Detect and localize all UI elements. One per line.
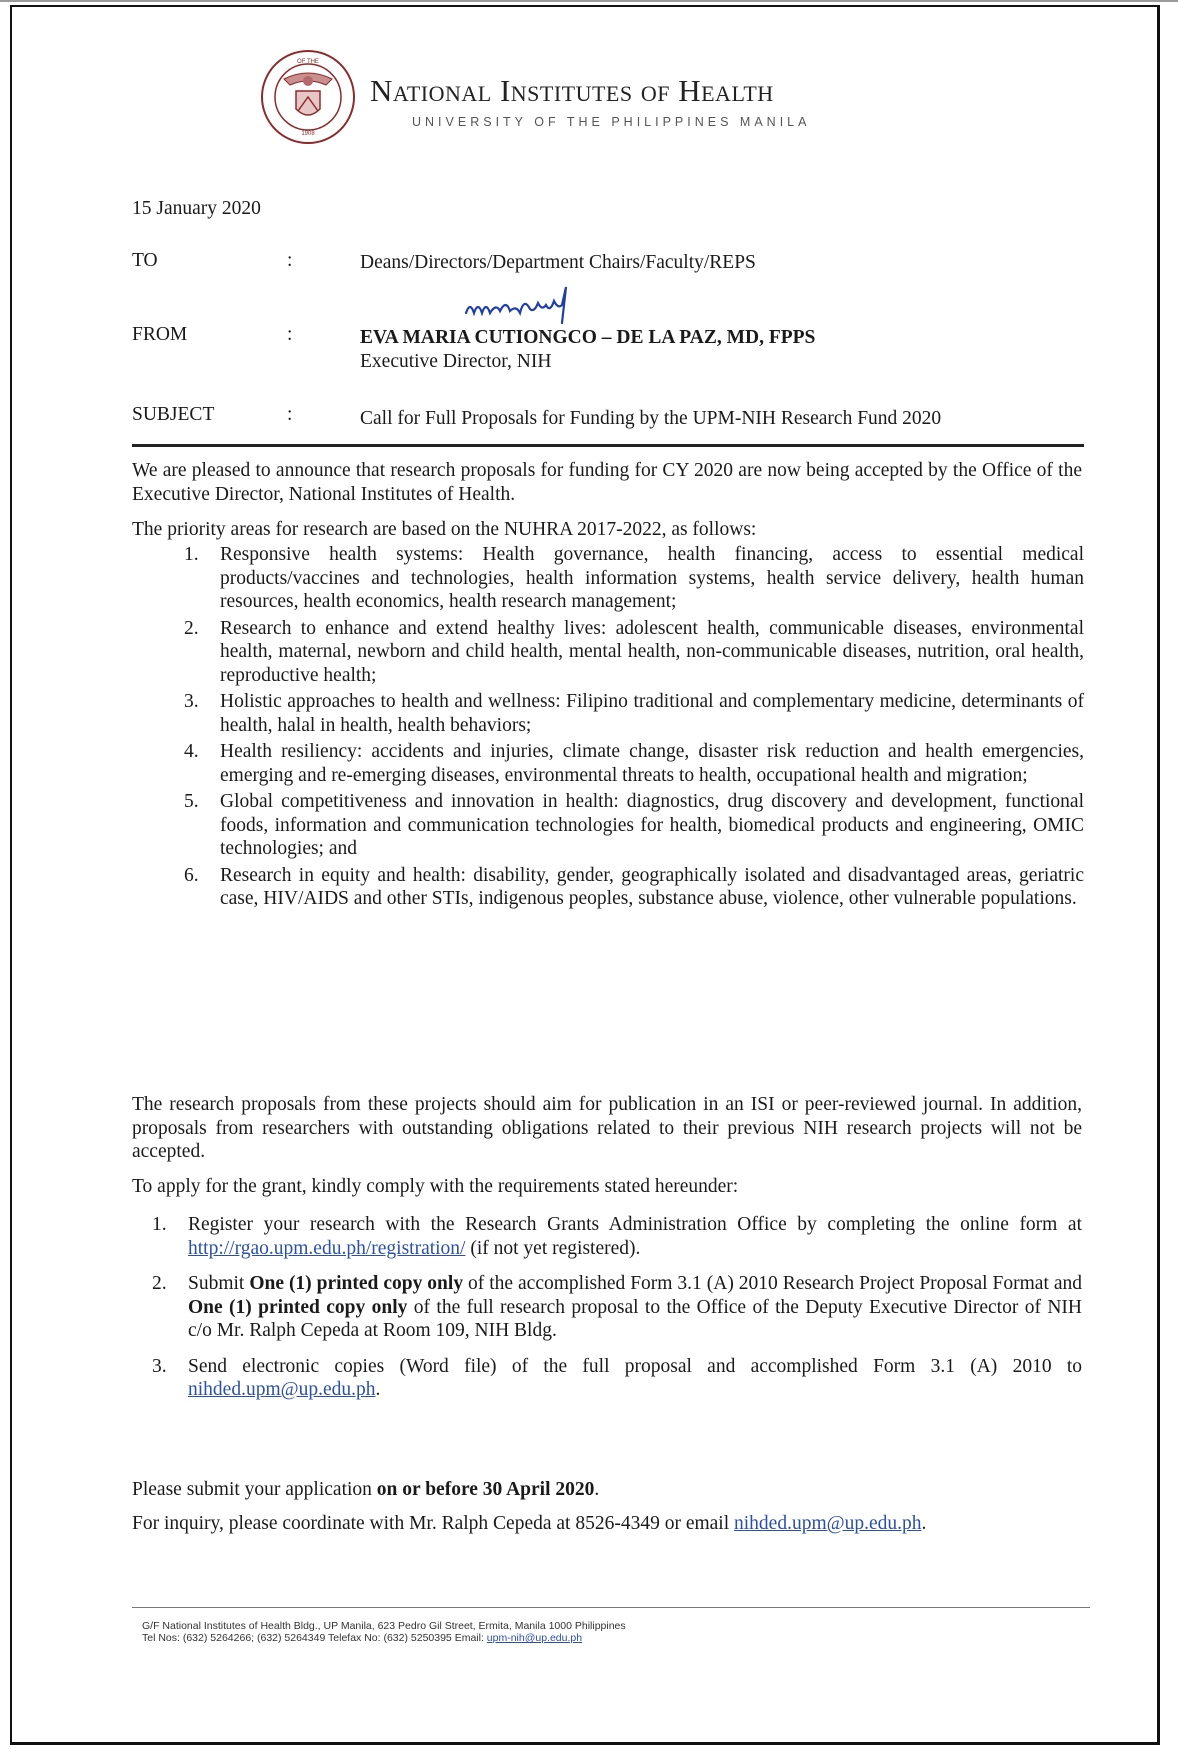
inquiry-email-link[interactable]: nihded.upm@up.edu.ph — [734, 1513, 922, 1534]
footer-divider — [132, 1607, 1090, 1608]
svg-text:OF THE: OF THE — [297, 59, 319, 65]
email-link[interactable]: nihded.upm@up.edu.ph — [188, 1379, 376, 1400]
subject-colon: : — [287, 404, 293, 425]
signature-icon — [462, 283, 592, 327]
svg-text:1908: 1908 — [301, 131, 315, 137]
list-item: 1. Responsive health systems: Health governance, health financing, access to essential medical products/vaccines and technologies, health information systems, health service delivery, health human resources, health economics, health research management; — [184, 544, 1084, 612]
sender-name: EVA MARIA CUTIONGCO – DE LA PAZ, MD, FPPS — [360, 327, 816, 348]
memo-date: 15 January 2020 — [132, 198, 261, 219]
list-item: 5. Global competitiveness and innovation in health: diagnostics, drug discovery and development, functional foods, information and communication technologies for health, biomedical products and engineering, OMIC technologies; and — [184, 791, 1084, 859]
footer-address: G/F National Institutes of Health Bldg., UP Manila, 623 Pedro Gil Street, Ermita, Manila 1000 Philippines — [142, 1620, 626, 1632]
list-item: 2. Research to enhance and extend healthy lives: adolescent health, communicable diseases, environmental health, maternal, newborn and child health, mental health, non-communicable diseases, nutrition, oral health, reproductive health; — [184, 617, 1084, 686]
institution-name: National Institutes of Health — [370, 73, 774, 108]
list-item: 6. Research in equity and health: disability, gender, geographically isolated and disadvantaged areas, geriatric case, HIV/AIDS and other STIs, indigenous peoples, substance abuse, violence, other vulnerable populations. — [184, 864, 1084, 909]
header-divider — [132, 444, 1084, 447]
registration-link[interactable]: http://rgao.upm.edu.ph/registration/ — [188, 1237, 466, 1259]
inquiry-paragraph: For inquiry, please coordinate with Mr. Ralph Cepeda at 8526-4349 or email nihded.upm@up.edu.ph. — [132, 1513, 927, 1534]
to-colon: : — [287, 250, 293, 271]
to-label: TO — [132, 250, 158, 271]
footer-phone-line: Tel Nos: (632) 5264266; (632) 5264349 Telefax No: (632) 5250395 Email: upm-nih@up.edu.ph — [142, 1632, 583, 1644]
list-item: 4. Health resiliency: accidents and injuries, climate change, disaster risk reduction and health emergencies, emerging and re-emerging diseases, environmental threats to health, occupational health and migration; — [184, 741, 1084, 786]
to-recipients: Deans/Directors/Department Chairs/Faculty/REPS — [360, 252, 756, 273]
requirements-list — [152, 1213, 1082, 1405]
publication-note: The research proposals from these projects should aim for publication in an ISI or peer-reviewed journal. In addition, proposals from researchers with outstanding obligations related to their previous NIH research projects will not be accepted. — [132, 1094, 1082, 1162]
institution-subtitle: UNIVERSITY OF THE PHILIPPINES MANILA — [412, 115, 811, 129]
apply-intro: To apply for the grant, kindly comply with the requirements stated hereunder: — [132, 1176, 739, 1197]
from-colon: : — [287, 324, 293, 345]
list-item: 3. Holistic approaches to health and wellness: Filipino traditional and complementary medicine, determinants of health, halal in health, health behaviors; — [184, 691, 1084, 736]
footer-email-link[interactable]: upm-nih@up.edu.ph — [486, 1632, 583, 1644]
subject-label: SUBJECT — [132, 404, 215, 425]
footer-contact — [142, 1620, 626, 1644]
deadline-line: Please submit your application on or before 30 April 2020. — [132, 1479, 600, 1500]
priority-intro: The priority areas for research are based on the NUHRA 2017-2022, as follows: — [132, 519, 757, 540]
list-item: 3. Send electronic copies (Word file) of the full proposal and accomplished Form 3.1 (A) 2010 to nihded.upm@up.edu.ph. — [152, 1355, 1082, 1400]
from-label: FROM — [132, 324, 188, 345]
list-item: 2. Submit One (1) printed copy only of the accomplished Form 3.1 (A) 2010 Research Project Proposal Format and One (1) printed copy only of the full research proposal to the Office of the Deputy Executive Director of NIH c/o Mr. Ralph Cepeda at Room 109, NIH Bldg. — [152, 1273, 1082, 1341]
intro-paragraph: We are pleased to announce that research proposals for funding for CY 2020 are now being accepted by the Office of the Executive Director, National Institutes of Health. — [132, 460, 1082, 505]
memo-page — [10, 5, 1160, 1745]
list-item: 1. Register your research with the Research Grants Administration Office by completing the online form at http://rgao.upm.edu.ph/registration/ (if not yet registered). — [152, 1214, 1082, 1259]
viewer-top-edge — [0, 0, 1178, 2]
priority-areas-list — [184, 543, 1084, 914]
subject-text: Call for Full Proposals for Funding by the UPM-NIH Research Fund 2020 — [360, 408, 942, 429]
sender-title: Executive Director, NIH — [360, 351, 552, 372]
up-seal-logo-icon — [260, 49, 356, 145]
